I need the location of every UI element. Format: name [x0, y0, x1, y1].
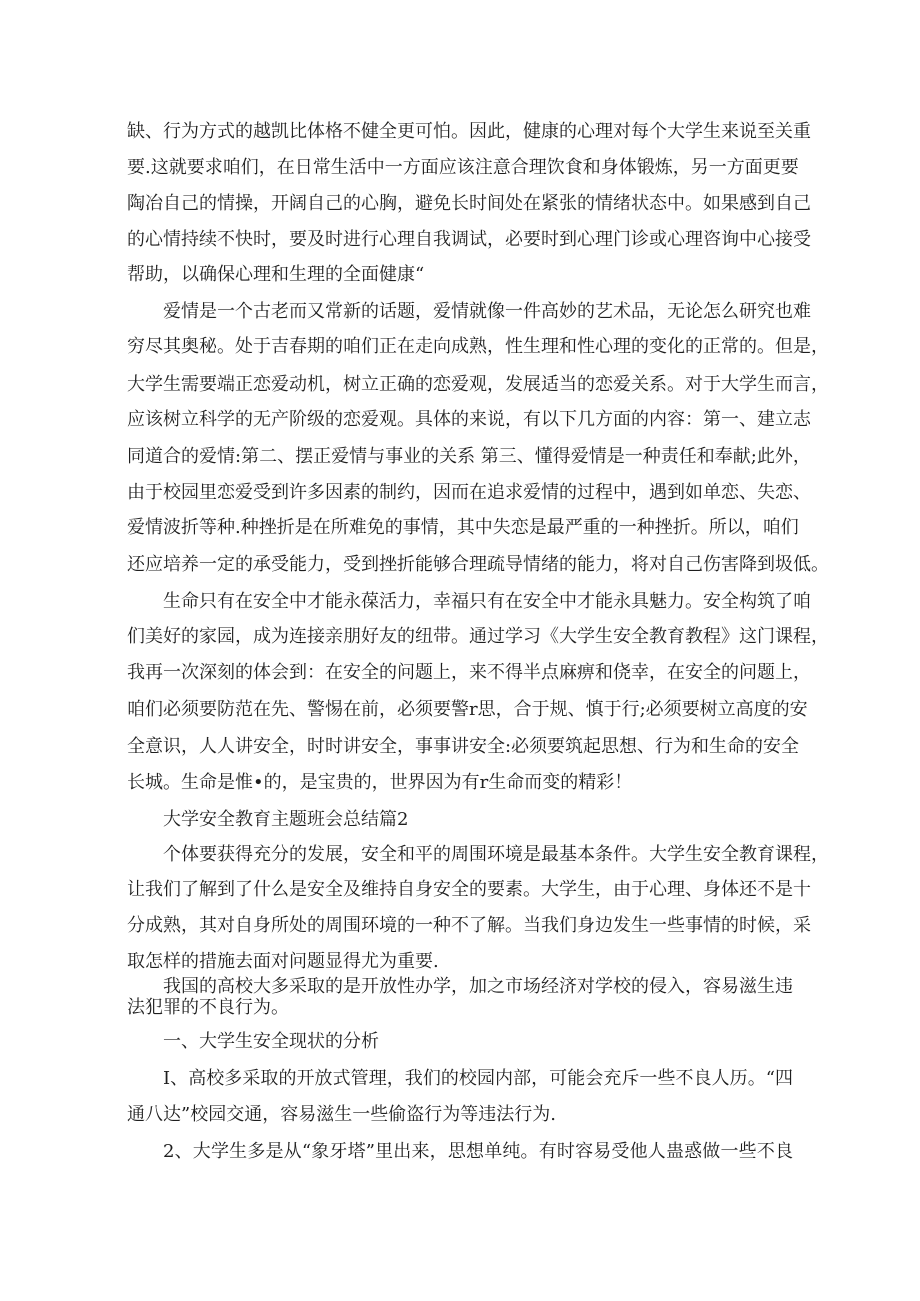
section-heading: 大学安全教育主题班会总结篇2	[163, 809, 409, 830]
paragraph-line: 穷尽其奥秘。处于吉春期的咱们正在走向成熟，性生理和性心理的变化的正常的。但是，	[127, 336, 829, 357]
paragraph-line: 的心情持续不快时，要及时进行心理自我调试，必要时到心理门诊或心理咨询中心接受	[127, 229, 811, 250]
paragraph-line: 个体要获得充分的发展，安全和平的周围环境是最基本条件。大学生安全教育课程，	[163, 844, 829, 865]
paragraph-line: 我再一次深刻的体会到：在安全的问题上，来不得半点麻痹和侥幸，在安全的问题上，	[127, 662, 811, 683]
paragraph-line: 法犯罪的不良行为。	[127, 997, 289, 1018]
list-item-line: 通八达”校园交通，容易滋生一些偷盗行为等违法行为.	[127, 1104, 556, 1125]
paragraph-line: 陶冶自己的情操，开阔自己的心胸，避免长时间处在紧张的情绪状态中。如果感到自己	[127, 193, 811, 214]
paragraph-line: 爱情是一个古老而又常新的话题，爱情就像一件高妙的艺术品，无论怎么研究也难	[163, 301, 811, 322]
paragraph-line: 长城。生命是惟•的，是宝贵的，世界因为有r生命而变的精彩！	[127, 772, 633, 793]
paragraph-line: 由于校园里恋爱受到许多因素的制约，因而在追求爱情的过程中，遇到如单恋、失恋、	[127, 482, 811, 503]
paragraph-line: 应该树立科学的无产阶级的恋爱观。具体的来说，有以下几方面的内容：第一、建立志	[127, 409, 811, 430]
paragraph-line: 大学生需要端正恋爱动机，树立正确的恋爱观，发展适当的恋爱关系。对于大学生而言，	[127, 374, 829, 395]
paragraph-line: 全意识，人人讲安全，时时讲安全，事事讲安全:必须要筑起思想、行为和生命的安全	[127, 736, 800, 757]
paragraph-line: 分成熟，其对自身所处的周围环境的一种不了解。当我们身边发生一些事情的时候，采	[127, 915, 811, 936]
section-heading: 一、大学生安全现状的分析	[163, 1031, 379, 1052]
paragraph-line: 们美好的家园，成为连接亲朋好友的纽带。通过学习《大学生安全教育教程》这门课程，	[127, 626, 829, 647]
paragraph-line: 取怎样的措施去面对问题显得尤为重要.	[127, 951, 439, 972]
list-item-line: I、高校多采取的开放式管理，我们的校园内部，可能会充斥一些不良人历。“四	[163, 1068, 793, 1089]
paragraph-line: 要.这就要求咱们，在日常生活中一方面应该注意合理饮食和身体锻炼，另一方面更要	[127, 157, 799, 178]
paragraph-line: 生命只有在安全中才能永葆活力，幸福只有在安全中才能永具魅力。安全构筑了咱	[163, 591, 811, 612]
paragraph-line: 还应培养一定的承受能力，受到挫折能够合理疏导情绪的能力，将对自己伤害降到圾低。	[127, 554, 829, 575]
paragraph-line: 咱们必须要防范在先、警惕在前，必须要警r思，合于规、慎于行;必须要树立高度的安	[127, 699, 808, 720]
paragraph-line: 我国的高校大多采取的是开放性办学，加之市场经济对学校的侵入，容易滋生违	[163, 976, 793, 997]
paragraph-line: 让我们了解到了什么是安全及维持自身安全的要素。大学生，由于心理、身体还不是十	[127, 879, 811, 900]
paragraph-line: 帮助，以确保心理和生理的全面健康“	[127, 264, 425, 285]
list-item-line: 2、大学生多是从“象牙塔”里出来，思想单纯。有时容易受他人蛊惑做一些不良	[163, 1141, 793, 1162]
paragraph-line: 同道合的爱情:第二、摆正爱情与事业的关系 第三、懂得爱情是一种责任和奉献;此外，	[127, 446, 811, 467]
paragraph-line: 爱情波折等种.种挫折是在所难免的事情，其中失恋是最严重的一种挫折。所以，咱们	[127, 517, 799, 538]
paragraph-line: 缺、行为方式的越凯比体格不健全更可怕。因此，健康的心理对每个大学生来说至关重	[127, 121, 811, 142]
